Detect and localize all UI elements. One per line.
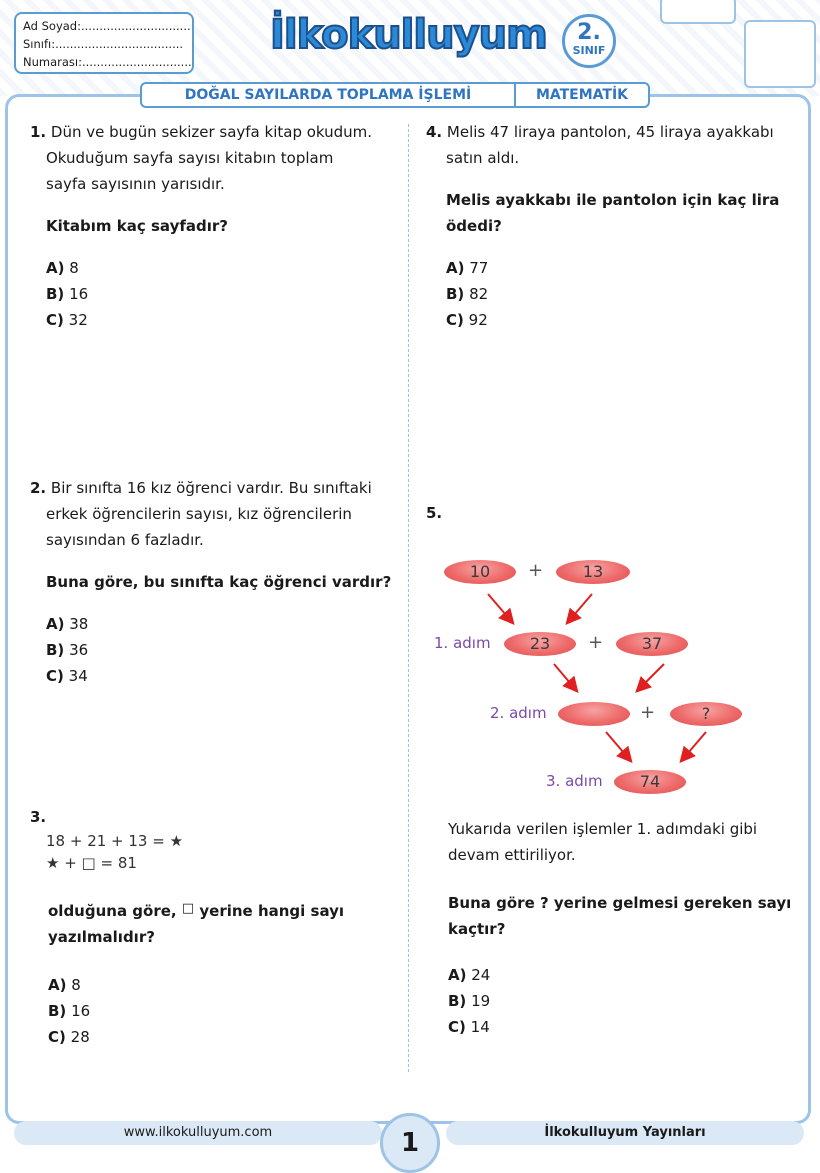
question-prompt: olduğuna göre, □ yerine hangi sayı bbox=[48, 901, 345, 920]
question-prompt: yazılmalıdır? bbox=[48, 928, 155, 946]
question-number: 2. bbox=[30, 479, 47, 497]
plus-sign: + bbox=[640, 702, 656, 723]
option-b: B) 19 bbox=[448, 992, 491, 1010]
publisher-label: İlkokulluyum Yayınları bbox=[446, 1121, 804, 1145]
question-text: Dün ve bugün sekizer sayfa kitap okudum. bbox=[50, 123, 373, 141]
option-b: B) 16 bbox=[48, 1002, 91, 1020]
arrow bbox=[638, 664, 664, 690]
option-b: B) 82 bbox=[446, 285, 489, 303]
option-c: C) 14 bbox=[448, 1018, 490, 1036]
question-prompt: Buna göre, bu sınıfta kaç öğrenci vardır? bbox=[46, 573, 392, 591]
number-pill: 13 bbox=[556, 560, 630, 584]
question-text: Melis 47 liraya pantolon, 45 liraya ayakkabı bbox=[446, 123, 774, 141]
question-text: Bir sınıfta 16 kız öğrenci vardır. Bu sınıftaki bbox=[50, 479, 372, 497]
question-text: devam ettiriliyor. bbox=[448, 846, 576, 864]
question-number: 4. bbox=[426, 123, 443, 141]
brand-logo: İlkokulluyum bbox=[270, 12, 547, 58]
class-line: Sınıfı:................................... bbox=[23, 37, 184, 51]
equation-2: ★ + □ = 81 bbox=[46, 854, 137, 872]
option-a: A) 24 bbox=[448, 966, 491, 984]
question-text: sayfa sayısının yarısıdır. bbox=[46, 175, 225, 193]
question-2 bbox=[30, 475, 402, 689]
option-b: B) 16 bbox=[46, 285, 89, 303]
step-label: 1. adım bbox=[434, 634, 491, 652]
arrow bbox=[488, 594, 512, 622]
arrow bbox=[606, 732, 630, 760]
grade-badge bbox=[562, 14, 616, 68]
option-b: B) 36 bbox=[46, 641, 89, 659]
question-prompt: kaçtır? bbox=[448, 920, 506, 938]
number-pill: 74 bbox=[614, 770, 686, 794]
question-text: Okuduğum sayfa sayısı kitabın toplam bbox=[46, 149, 334, 167]
number-pill: 10 bbox=[444, 560, 516, 584]
question-prompt: Melis ayakkabı ile pantolon için kaç lira bbox=[446, 191, 780, 209]
question-number: 5. bbox=[426, 504, 443, 522]
number-pill: 37 bbox=[616, 632, 688, 656]
question-prompt: ödedi? bbox=[446, 217, 502, 235]
diagram-arrows bbox=[420, 550, 810, 800]
arrow bbox=[554, 664, 576, 690]
question-number: 3. bbox=[30, 808, 47, 826]
option-c: C) 92 bbox=[446, 311, 488, 329]
plus-sign: + bbox=[588, 632, 604, 653]
option-a: A) 8 bbox=[48, 976, 81, 994]
question-3 bbox=[30, 804, 402, 1050]
question-prompt: Buna göre ? yerine gelmesi gereken sayı bbox=[448, 894, 792, 912]
option-c: C) 32 bbox=[46, 311, 88, 329]
step-label: 2. adım bbox=[490, 704, 547, 722]
question-1 bbox=[30, 119, 400, 333]
column-divider bbox=[408, 124, 409, 1072]
title-bar bbox=[140, 82, 650, 108]
equation-1: 18 + 21 + 13 = ★ bbox=[46, 832, 184, 850]
student-info-box bbox=[14, 12, 194, 74]
subject-label: MATEMATİK bbox=[535, 87, 629, 103]
number-line: Numarası:.............................. bbox=[23, 55, 192, 69]
question-text: erkek öğrencilerin sayısı, kız öğrencilerin bbox=[46, 505, 352, 523]
option-c: C) 28 bbox=[48, 1028, 90, 1046]
empty-pill bbox=[558, 702, 630, 726]
grade-label: SINIF bbox=[572, 44, 606, 57]
option-c: C) 34 bbox=[46, 667, 88, 685]
option-a: A) 77 bbox=[446, 259, 489, 277]
worksheet-title: DOĞAL SAYILARDA TOPLAMA İŞLEMİ bbox=[142, 84, 516, 106]
option-a: A) 38 bbox=[46, 615, 89, 633]
corner-box-top bbox=[660, 0, 736, 24]
question-4 bbox=[426, 119, 806, 333]
number-pill: ? bbox=[670, 702, 742, 726]
page-number: 1 bbox=[380, 1113, 440, 1173]
question-text: Yukarıda verilen işlemler 1. adımdaki gibi bbox=[448, 820, 758, 838]
corner-box-score bbox=[744, 20, 816, 88]
question-5 bbox=[448, 816, 808, 1040]
addition-diagram bbox=[420, 550, 810, 800]
option-a: A) 8 bbox=[46, 259, 79, 277]
name-line: Ad Soyad:.............................. bbox=[23, 19, 191, 33]
grade-number: 2. bbox=[577, 20, 601, 45]
website-link[interactable]: www.ilkokulluyum.com bbox=[14, 1121, 382, 1145]
square-icon: □ bbox=[181, 901, 195, 916]
step-label: 3. adım bbox=[546, 772, 603, 790]
question-text: satın aldı. bbox=[446, 149, 520, 167]
question-number: 1. bbox=[30, 123, 47, 141]
arrow bbox=[568, 594, 592, 622]
question-text: sayısından 6 fazladır. bbox=[46, 531, 204, 549]
arrow bbox=[682, 732, 706, 760]
plus-sign: + bbox=[528, 560, 544, 581]
number-pill: 23 bbox=[504, 632, 576, 656]
question-prompt: Kitabım kaç sayfadır? bbox=[46, 217, 228, 235]
